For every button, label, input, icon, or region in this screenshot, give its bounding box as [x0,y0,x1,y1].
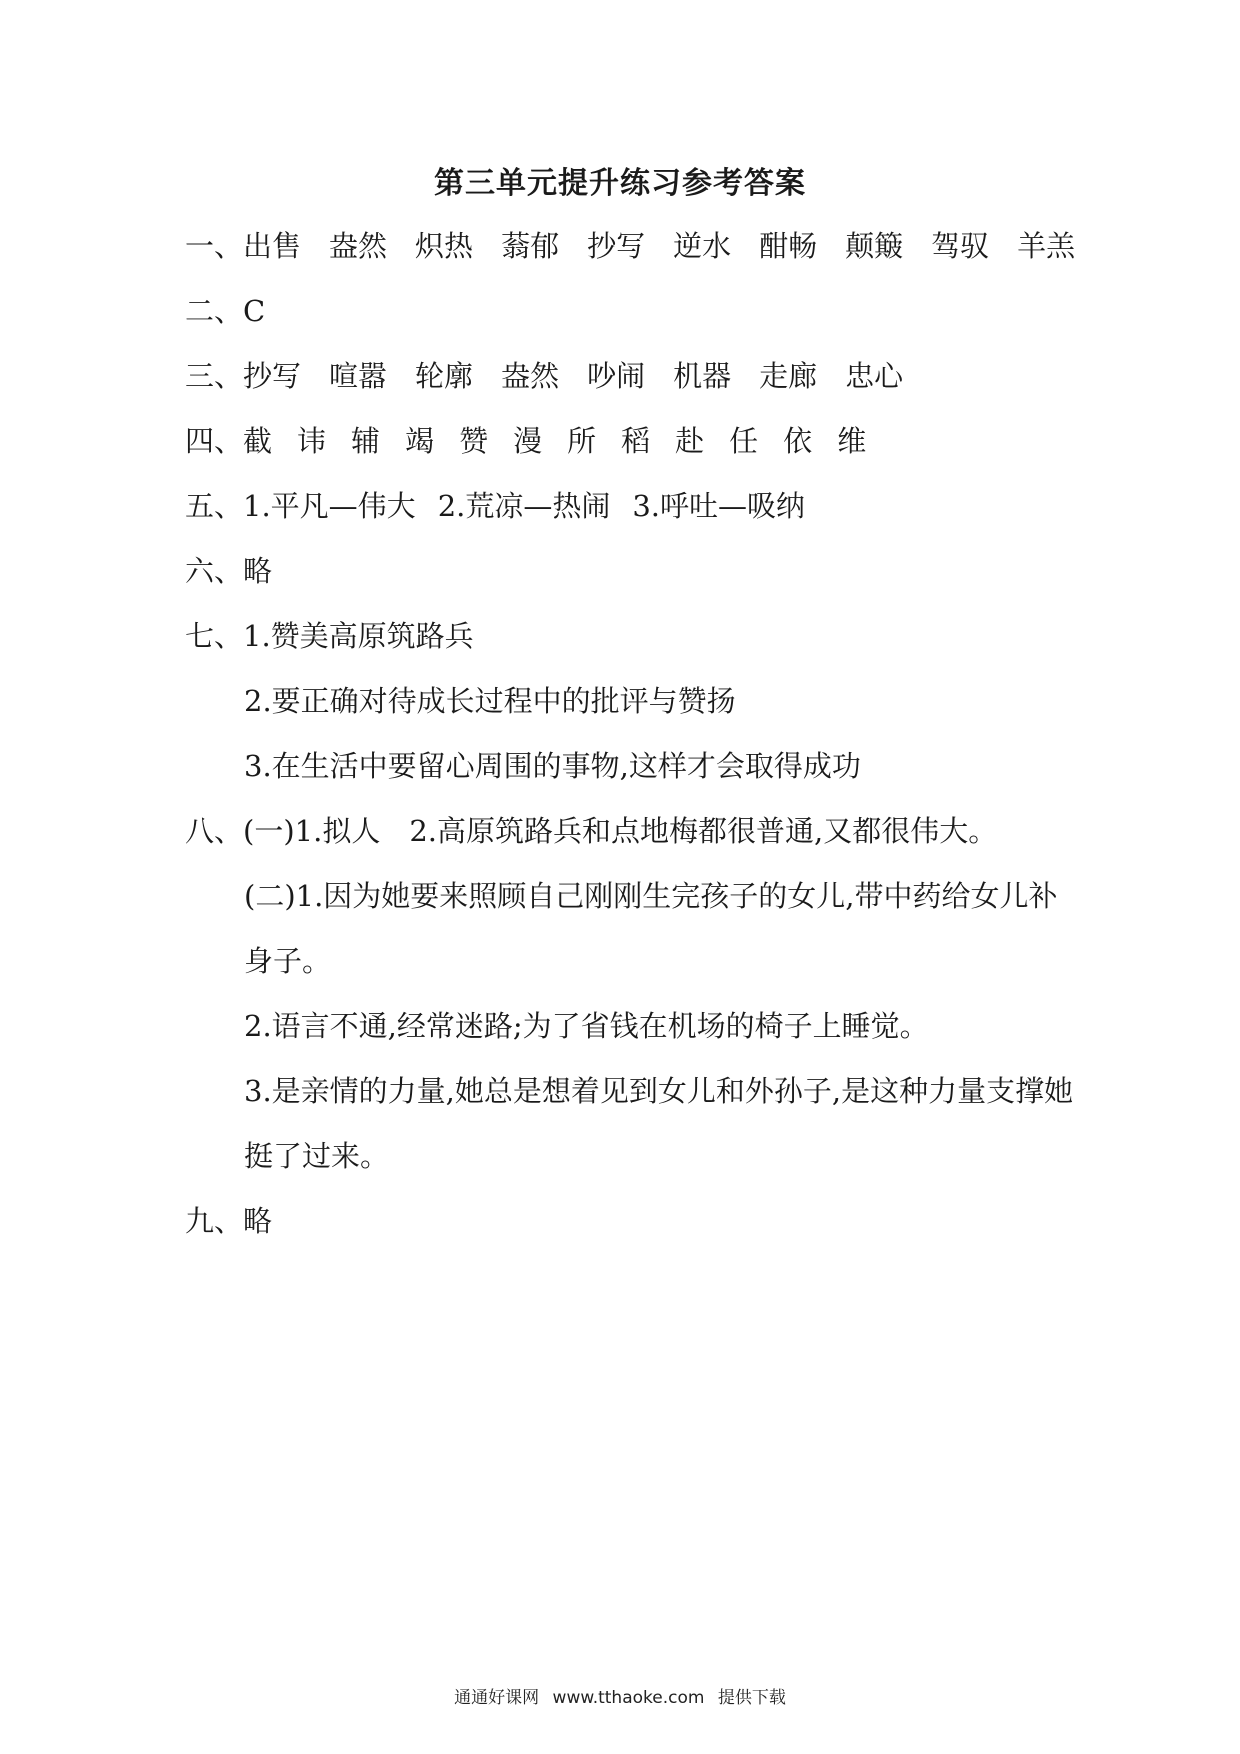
word: 忠心 [845,359,904,393]
char: 维 [837,424,867,458]
char-list [243,424,866,458]
antonym-pairs [243,489,827,523]
answer-item: 1.赞美高原筑路兵 [243,619,474,653]
answer-6 [185,551,272,591]
word: 抄写 [243,359,302,393]
question-number: 八、 [185,814,244,848]
word: 炽热 [415,229,474,263]
word: 出售 [243,229,302,263]
word: 走廊 [759,359,818,393]
answer-8-item-2: 2.语言不通,经常迷路;为了省钱在机场的椅子上睡觉。 [244,1009,929,1043]
answer-7-item-3: 3.在生活中要留心周围的事物,这样才会取得成功 [244,749,861,783]
answer-5 [185,486,827,526]
question-number: 三、 [185,359,244,393]
word: 蓊郁 [501,229,560,263]
question-number: 七、 [185,619,244,653]
word: 驾驭 [931,229,990,263]
answer-part-1: (一)1.拟人 2.高原筑路兵和点地梅都很普通,又都很伟大。 [243,814,998,848]
answer-8-item-3-line-2: 挺了过来。 [244,1139,390,1173]
page-title: 第三单元提升练习参考答案 [434,166,806,201]
word: 逆水 [673,229,732,263]
word: 盎然 [501,359,560,393]
footer-suffix: 提供下载 [717,1688,786,1708]
char: 稻 [621,424,651,458]
answer-1 [185,226,1075,266]
question-number: 五、 [185,489,244,523]
char: 讳 [297,424,327,458]
word-list [243,229,1075,263]
answer-7 [185,616,474,656]
answer-text: 略 [243,1204,273,1238]
word-list [243,359,903,393]
question-number: 一、 [185,229,244,263]
answer-4 [185,421,866,461]
antonym-pair: 3.呼吐—吸纳 [632,489,806,523]
page-footer [0,1683,1240,1708]
char: 任 [729,424,759,458]
word: 羊羔 [1017,229,1076,263]
answer-9 [185,1201,272,1241]
answer-8-item-3-line-1: 3.是亲情的力量,她总是想着见到女儿和外孙子,是这种力量支撑她 [244,1074,1074,1108]
question-number: 四、 [185,424,244,458]
answer-8-part-2-line-1: (二)1.因为她要来照顾自己刚刚生完孩子的女儿,带中药给女儿补 [244,879,1058,913]
question-number: 九、 [185,1204,244,1238]
char: 赞 [459,424,489,458]
answer-8-part-2-line-2: 身子。 [244,944,332,978]
answer-3 [185,356,903,396]
word: 轮廓 [415,359,474,393]
word: 吵闹 [587,359,646,393]
char: 漫 [513,424,543,458]
footer-site-name: 通通好课网 [454,1688,540,1708]
answer-2 [185,291,265,331]
word: 抄写 [587,229,646,263]
question-number: 六、 [185,554,244,588]
antonym-pair: 1.平凡—伟大 [243,489,416,523]
char: 辅 [351,424,381,458]
word: 喧嚣 [329,359,388,393]
char: 所 [567,424,597,458]
answer-text: C [243,294,266,328]
char: 依 [783,424,813,458]
answer-text: 略 [243,554,273,588]
char: 截 [243,424,273,458]
word: 机器 [673,359,732,393]
answer-7-item-2: 2.要正确对待成长过程中的批评与赞扬 [244,684,736,718]
char: 竭 [405,424,435,458]
word: 酣畅 [759,229,818,263]
word: 颠簸 [845,229,904,263]
footer-url[interactable]: www.tthaoke.com [552,1688,705,1708]
char: 赴 [675,424,705,458]
question-number: 二、 [185,294,244,328]
answer-8 [185,811,997,851]
word: 盎然 [329,229,388,263]
antonym-pair: 2.荒凉—热闹 [437,489,611,523]
